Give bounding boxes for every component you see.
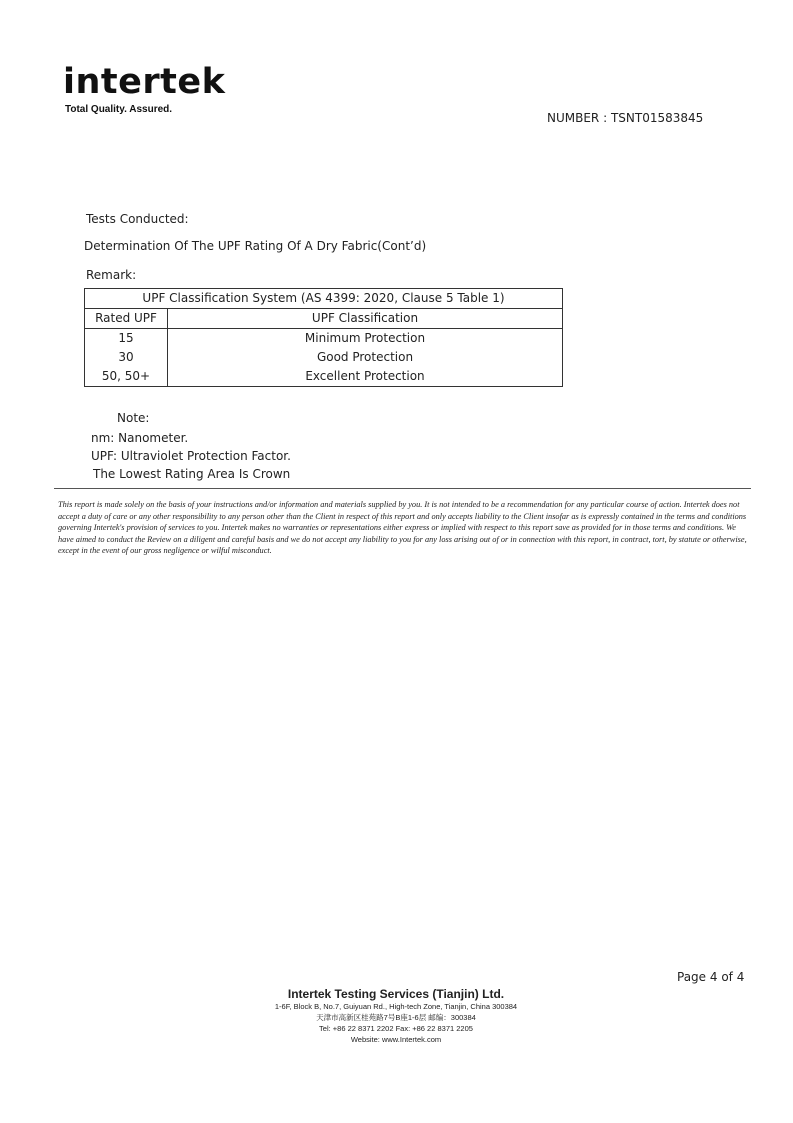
- cell-classification: Good Protection: [168, 348, 563, 367]
- cell-classification: Excellent Protection: [168, 367, 563, 387]
- note-line: The Lowest Rating Area Is Crown: [93, 467, 291, 481]
- table-row: [85, 329, 563, 349]
- table-row: [85, 348, 563, 367]
- footer-address-en: 1-6F, Block B, No.7, Guiyuan Rd., High-tech Zone, Tianjin, China 300384: [274, 1002, 518, 1011]
- header-upf-classification: UPF Classification: [168, 309, 563, 329]
- cell-rated: 15: [85, 329, 168, 349]
- tests-subtitle: Determination Of The UPF Rating Of A Dry Fabric(Cont’d): [84, 239, 427, 253]
- cell-rated: 50, 50+: [85, 367, 168, 387]
- section-divider: [54, 488, 751, 489]
- cell-rated: 30: [85, 348, 168, 367]
- table-caption: UPF Classification System (AS 4399: 2020, Clause 5 Table 1): [85, 289, 563, 309]
- disclaimer-text: This report is made solely on the basis of your instructions and/or information and materials supplied by you. It is not intended to be a recommendation for any particular course of action. Intertek does not accept a duty of care or any other responsibility to any person other than the Client in respect of this report and only accepts liability to the Client insofar as is expressly contained in the terms and conditions governing Intertek's provision of services to you. Intertek makes no warranties or representations either express or implied with respect to this report save as provided for in those terms and conditions. We have aimed to conduct the Review on a diligent and careful basis and we do not accept any liability to you for any loss arising out of or in connection with this report, in contract, tort, by statute or otherwise, except in the event of our gross negligence or wilful misconduct.: [58, 500, 747, 555]
- footer-address-cn: 天津市高新区桂苑路7号B座1-6层 邮编：300384: [316, 1013, 476, 1022]
- table-header-row: [85, 309, 563, 329]
- page-number: Page 4 of 4: [677, 970, 745, 984]
- logo-wordmark: intertek: [63, 62, 226, 102]
- footer: [196, 987, 596, 1045]
- intertek-logo: [63, 62, 226, 120]
- remark-label: Remark:: [86, 268, 137, 282]
- upf-classification-table: [84, 288, 563, 387]
- note-label: Note:: [117, 411, 150, 425]
- table-caption-row: [85, 289, 563, 309]
- cell-classification: Minimum Protection: [168, 329, 563, 349]
- report-number: NUMBER : TSNT01583845: [547, 111, 704, 125]
- footer-website: Website: www.Intertek.com: [350, 1035, 442, 1044]
- logo-tagline: Total Quality. Assured.: [65, 104, 173, 115]
- footer-company: Intertek Testing Services (Tianjin) Ltd.: [287, 987, 505, 1001]
- table-row: [85, 367, 563, 387]
- tests-heading: Tests Conducted:: [86, 212, 189, 226]
- footer-contact: Tel: +86 22 8371 2202 Fax: +86 22 8371 2205: [319, 1024, 473, 1033]
- note-line: UPF: Ultraviolet Protection Factor.: [91, 449, 291, 463]
- header-rated-upf: Rated UPF: [85, 309, 168, 329]
- note-line: nm: Nanometer.: [91, 431, 189, 445]
